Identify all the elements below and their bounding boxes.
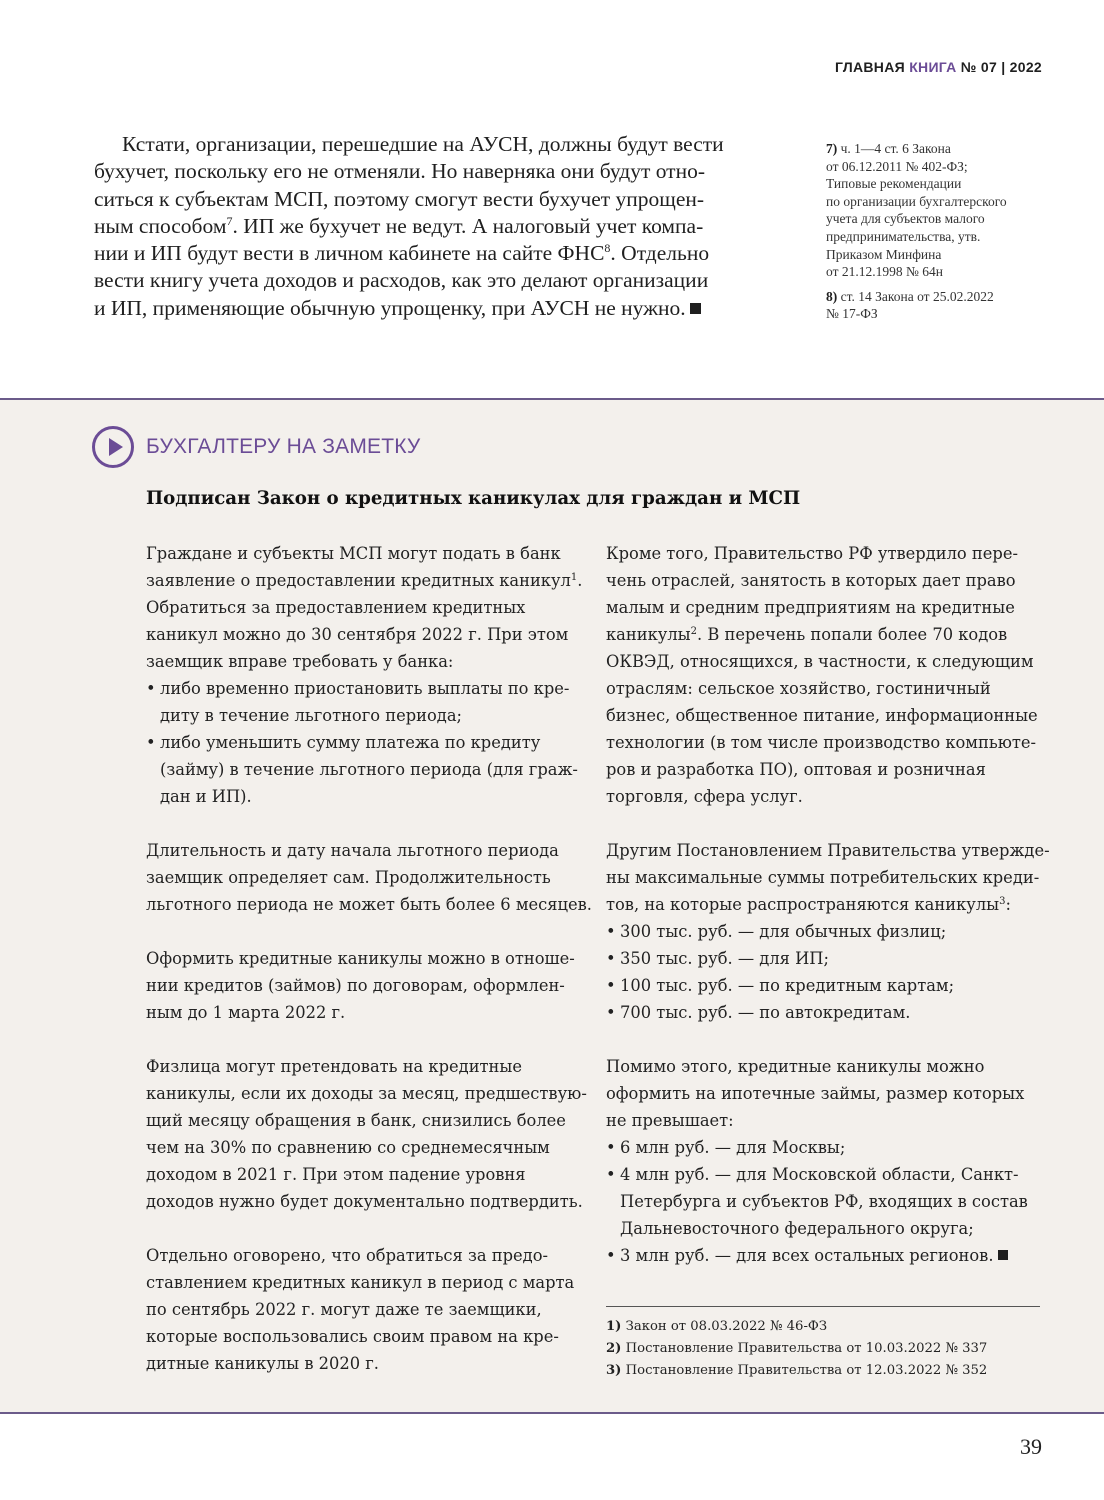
list-item: (займу) в течение льготного периода (для граж-: [160, 760, 578, 779]
text-line: Физлица могут претендовать на кредитные: [146, 1057, 522, 1076]
text-line: по сентябрь 2022 г. могут даже те заемщики,: [146, 1300, 542, 1319]
page-number: 39: [1020, 1434, 1042, 1459]
list-item: Петербурга и субъектов РФ, входящих в состав: [620, 1192, 1028, 1211]
text-line: доходов нужно будет документально подтвердить.: [146, 1192, 583, 1211]
list-item: диту в течение льготного периода;: [160, 706, 463, 725]
text-line: торговля, сфера услуг.: [606, 787, 803, 806]
left-column: [146, 540, 592, 1377]
footnote-ref: 3: [999, 896, 1006, 907]
running-header: [835, 59, 1042, 75]
text-line: Оформить кредитные каникулы можно в отноше-: [146, 949, 575, 968]
issue-number: № 07 | 2022: [960, 59, 1042, 75]
text-line: дитные каникулы в 2020 г.: [146, 1354, 379, 1373]
text-line: Кстати, организации, перешедшие на АУСН, должны будут вести: [122, 132, 724, 156]
footnotes: [606, 1306, 1040, 1382]
text-line: ным способом$^7$. ИП же бухучет не ведут. А налоговый учет компа-: [94, 213, 704, 238]
text-line: ны максимальные суммы потребительских креди-: [606, 868, 1040, 887]
text-line: отраслям: сельское хозяйство, гостиничный: [606, 679, 991, 698]
list-item: • 3 млн руб. — для всех остальных регионов.: [606, 1242, 1042, 1269]
text-line: нии и ИП будут вести в личном кабинете на сайте ФНС$^8$. Отдельно: [94, 241, 710, 266]
text-line: и ИП, применяющие обычную упрощенку, при АУСН не нужно.: [94, 295, 774, 322]
brand-accent: КНИГА: [909, 59, 957, 75]
footnote: 2) Постановление Правительства от 10.03.2022 № 337: [606, 1341, 988, 1356]
list-item: • 300 тыс. руб. — для обычных физлиц;: [606, 918, 1042, 945]
list-item: • 6 млн руб. — для Москвы;: [606, 1134, 1042, 1161]
text-line: каникулы, если их доходы за месяц, предшествую-: [146, 1084, 587, 1103]
footnote: 3) Постановление Правительства от 12.03.2022 № 352: [606, 1363, 988, 1378]
text-line: Другим Постановлением Правительства утвержде-: [606, 841, 1050, 860]
text-line: малым и средним предприятиям на кредитные: [606, 598, 1015, 617]
footnote-ref: 8: [604, 241, 611, 256]
play-icon: [92, 426, 134, 468]
text-line: не превышает:: [606, 1111, 734, 1130]
text-line: бизнес, общественное питание, информационные: [606, 706, 1038, 725]
text-line: вести книгу учета доходов и расходов, как это делают организации: [94, 268, 709, 293]
text-line: тов, на которые распространяются каникулы$^3$:: [606, 895, 1012, 914]
text-line: оформить на ипотечные займы, размер которых: [606, 1084, 1025, 1103]
list-item: • 4 млн руб. — для Московской области, Санкт-: [606, 1161, 1042, 1188]
text-line: заемщик вправе требовать у банка:: [146, 652, 454, 671]
end-mark-icon: [998, 1250, 1008, 1260]
right-column: [606, 540, 1050, 1269]
text-line: Длительность и дату начала льготного периода: [146, 841, 559, 860]
list-item: • 100 тыс. руб. — по кредитным картам;: [606, 972, 1042, 999]
text-line: Кроме того, Правительство РФ утвердило пере-: [606, 544, 1018, 563]
text-line: ным до 1 марта 2022 г.: [146, 1003, 346, 1022]
intro-paragraph: [94, 131, 774, 322]
footnote: 1) Закон от 08.03.2022 № 46-ФЗ: [606, 1319, 828, 1334]
text-line: щий месяцу обращения в банк, снизились более: [146, 1111, 566, 1130]
side-notes: [826, 140, 1051, 330]
text-line: Граждане и субъекты МСП могут подать в банк: [146, 544, 561, 563]
text-line: Помимо этого, кредитные каникулы можно: [606, 1057, 985, 1076]
side-note: 7) ч. 1—4 ст. 6 Закона от 06.12.2011 № 402-ФЗ; Типовые рекомендации по организации бухгалтерского учета для субъектов малого предпринимательства, утв. Приказом Минфина от 21.12.1998 № 64н: [826, 141, 1007, 280]
text-line: чень отраслей, занятость в которых дает право: [606, 571, 1016, 590]
text-line: которые воспользовались своим правом на кре-: [146, 1327, 559, 1346]
text-line: заявление о предоставлении кредитных каникул$^1$.: [146, 571, 583, 590]
list-item: дан и ИП).: [160, 787, 252, 806]
text-line: ситься к субъектам МСП, поэтому смогут вести бухучет упрощен-: [94, 186, 705, 211]
footnote-ref: 1: [570, 572, 578, 583]
brand-main: ГЛАВНАЯ: [834, 59, 905, 75]
side-note: 8) ст. 14 Закона от 25.02.2022 № 17-ФЗ: [826, 288, 994, 322]
footnote-ref: 7: [226, 213, 233, 228]
text-line: заемщик определяет сам. Продолжительность: [146, 868, 551, 887]
text-line: каникул можно до 30 сентября 2022 г. При этом: [146, 625, 569, 644]
text-line: чем на 30% по сравнению со среднемесячным: [146, 1138, 550, 1157]
text-line: Отдельно оговорено, что обратиться за предо-: [146, 1246, 548, 1265]
text-line: технологии (в том числе производство компьюте-: [606, 733, 1037, 752]
text-line: бухучет, поскольку его не отменяли. Но наверняка они будут отно-: [94, 159, 705, 184]
list-item: Дальневосточного федерального округа;: [620, 1219, 974, 1238]
list-item: • либо временно приостановить выплаты по кре-: [146, 675, 582, 702]
box-heading: [92, 426, 420, 468]
text-line: ставлением кредитных каникул в период с марта: [146, 1273, 575, 1292]
end-mark-icon: [690, 303, 701, 314]
list-item: • либо уменьшить сумму платежа по кредиту: [146, 729, 582, 756]
box-title: Подписан Закон о кредитных каникулах для граждан и МСП: [146, 488, 801, 509]
footnote-ref: 2: [690, 626, 698, 637]
list-item: • 350 тыс. руб. — для ИП;: [606, 945, 1042, 972]
text-line: ров и разработка ПО), оптовая и розничная: [606, 760, 986, 779]
text-line: доходом в 2021 г. При этом падение уровня: [146, 1165, 526, 1184]
text-line: нии кредитов (займов) по договорам, оформлен-: [146, 976, 565, 995]
text-line: льготного периода не может быть более 6 месяцев.: [146, 895, 592, 914]
text-line: ОКВЭД, относящихся, в частности, к следующим: [606, 652, 1034, 671]
text-line: Обратиться за предоставлением кредитных: [146, 598, 526, 617]
box-label: БУХГАЛТЕРУ НА ЗАМЕТКУ: [146, 435, 421, 458]
list-item: • 700 тыс. руб. — по автокредитам.: [606, 999, 1042, 1026]
text-line: каникулы$^2$. В перечень попали более 70 кодов: [606, 625, 1008, 644]
